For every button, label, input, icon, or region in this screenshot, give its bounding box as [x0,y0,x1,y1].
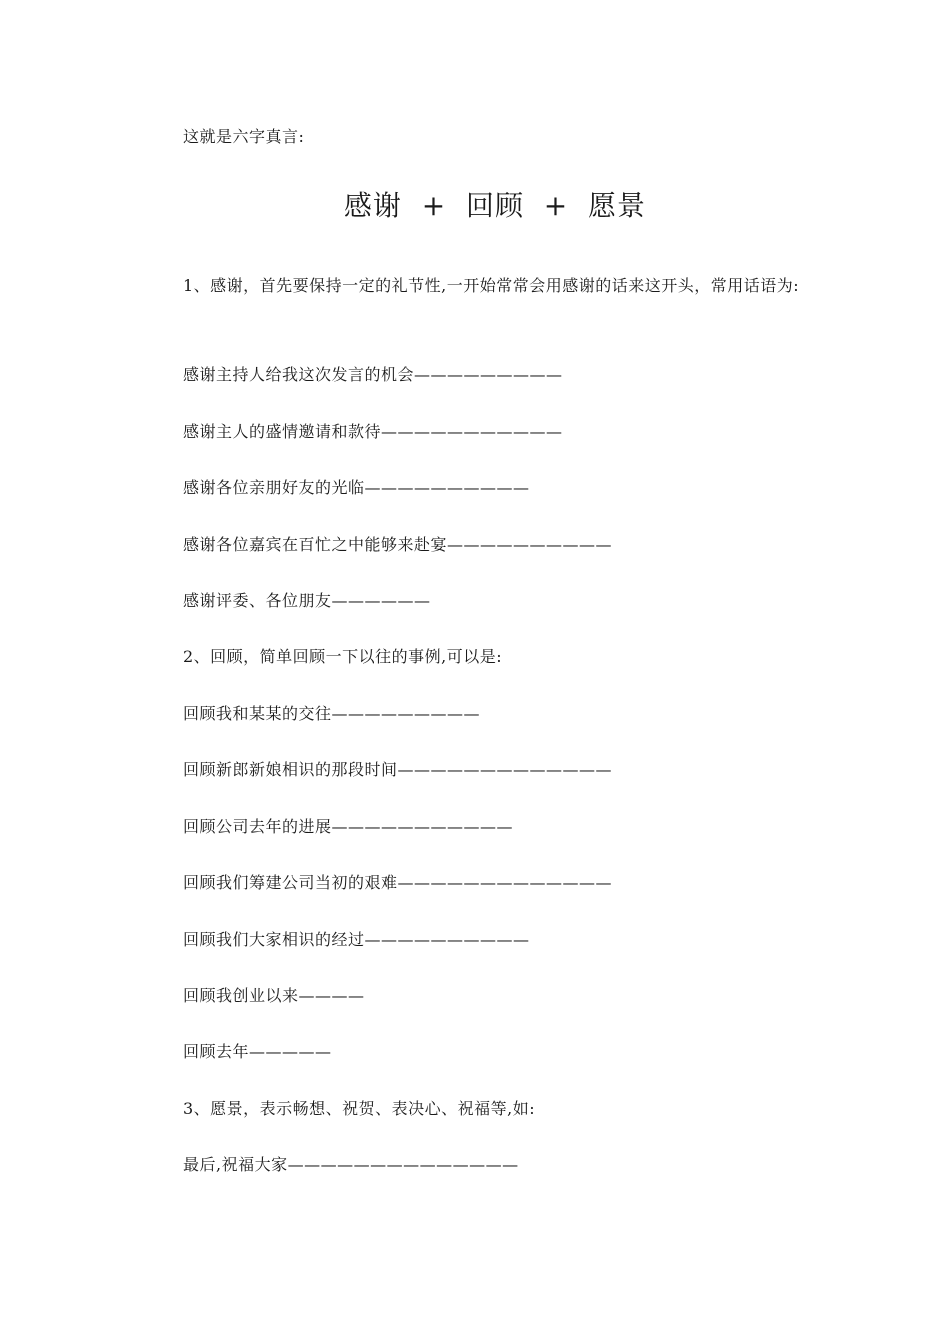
section-2-heading: 2、回顾，简单回顾一下以往的事例,可以是: [183,647,503,666]
page-title: 感谢 + 回顾 + 愿景 [343,189,647,222]
section-1-item: 感谢各位亲朋好友的光临—————————— [183,478,530,497]
section-1-heading: 1、感谢，首先要保持一定的礼节性,一开始常常会用感谢的话来这开头，常用话语为: [183,276,800,295]
section-2-item: 回顾公司去年的进展——————————— [183,817,514,836]
section-1-item: 感谢主持人给我这次发言的机会————————— [183,365,563,384]
section-2-item: 回顾我们大家相识的经过—————————— [183,930,530,949]
section-3-heading: 3、愿景，表示畅想、祝贺、表决心、祝福等,如: [183,1099,536,1118]
section-2-item: 回顾我创业以来———— [183,986,365,1005]
section-2-item: 回顾我们筹建公司当初的艰难————————————— [183,873,613,892]
section-1-item: 感谢评委、各位朋友—————— [183,591,431,610]
section-1-item: 感谢各位嘉宾在百忙之中能够来赴宴—————————— [183,535,613,554]
section-2-item: 回顾新郎新娘相识的那段时间————————————— [183,760,613,779]
section-2-item: 回顾去年————— [183,1042,332,1061]
section-3-item: 最后,祝福大家—————————————— [183,1155,519,1174]
section-2-item: 回顾我和某某的交往————————— [183,704,481,723]
section-1-item: 感谢主人的盛情邀请和款待——————————— [183,422,563,441]
intro-text: 这就是六字真言: [183,127,305,146]
